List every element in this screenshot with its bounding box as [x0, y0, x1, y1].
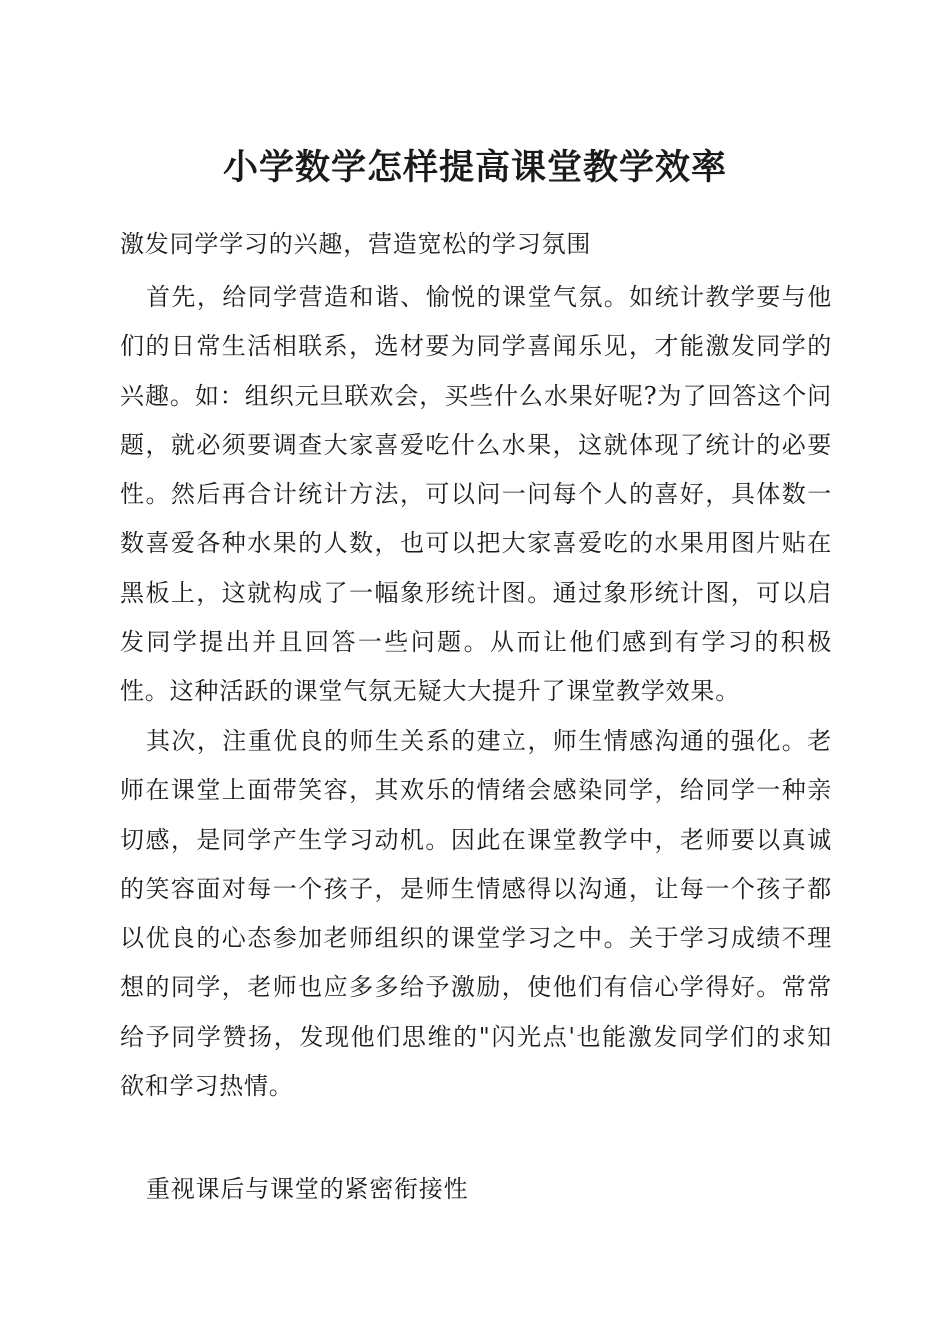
document-title: 小学数学怎样提高课堂教学效率: [222, 147, 727, 188]
paragraph-classroom-atmosphere: 首先，给同学营造和谐、愉悦的课堂气氛。如统计教学要与他们的日常生活相联系，选材要为同学喜闻乐见，才能激发同学的兴趣。如：组织元旦联欢会，买些什么水果好呢?为了回答这个问题，就必须要调查大家喜爱吃什么水果，这就体现了统计的必要性。然后再合计统计方法，可以问一问每个人的喜好，具体数一数喜爱各种水果的人数，也可以把大家喜爱吃的水果用图片贴在黑板上，这就构成了一幅象形统计图。通过象形统计图，可以启发同学提出并且回答一些问题。从而让他们感到有学习的积极性。这种活跃的课堂气氛无疑大大提升了课堂教学效果。: [120, 283, 832, 706]
paragraph-teacher-student-relationship: 其次，注重优良的师生关系的建立，师生情感沟通的强化。老师在课堂上面带笑容，其欢乐的情绪会感染同学，给同学一种亲切感，是同学产生学习动机。因此在课堂教学中，老师要以真诚的笑容面对每一个孩子，是师生情感得以沟通，让每一个孩子都以优良的心态参加老师组织的课堂学习之中。关于学习成绩不理想的同学，老师也应多多给予激励，使他们有信心学得好。常常给予同学赞扬，发现他们思维的"闪光点'也能激发同学们的求知欲和学习热情。: [120, 727, 832, 1101]
section-heading-interest: 激发同学学习的兴趣，营造宽松的学习氛围: [120, 230, 592, 258]
section-heading-after-class: 重视课后与课堂的紧密衔接性: [146, 1175, 469, 1203]
